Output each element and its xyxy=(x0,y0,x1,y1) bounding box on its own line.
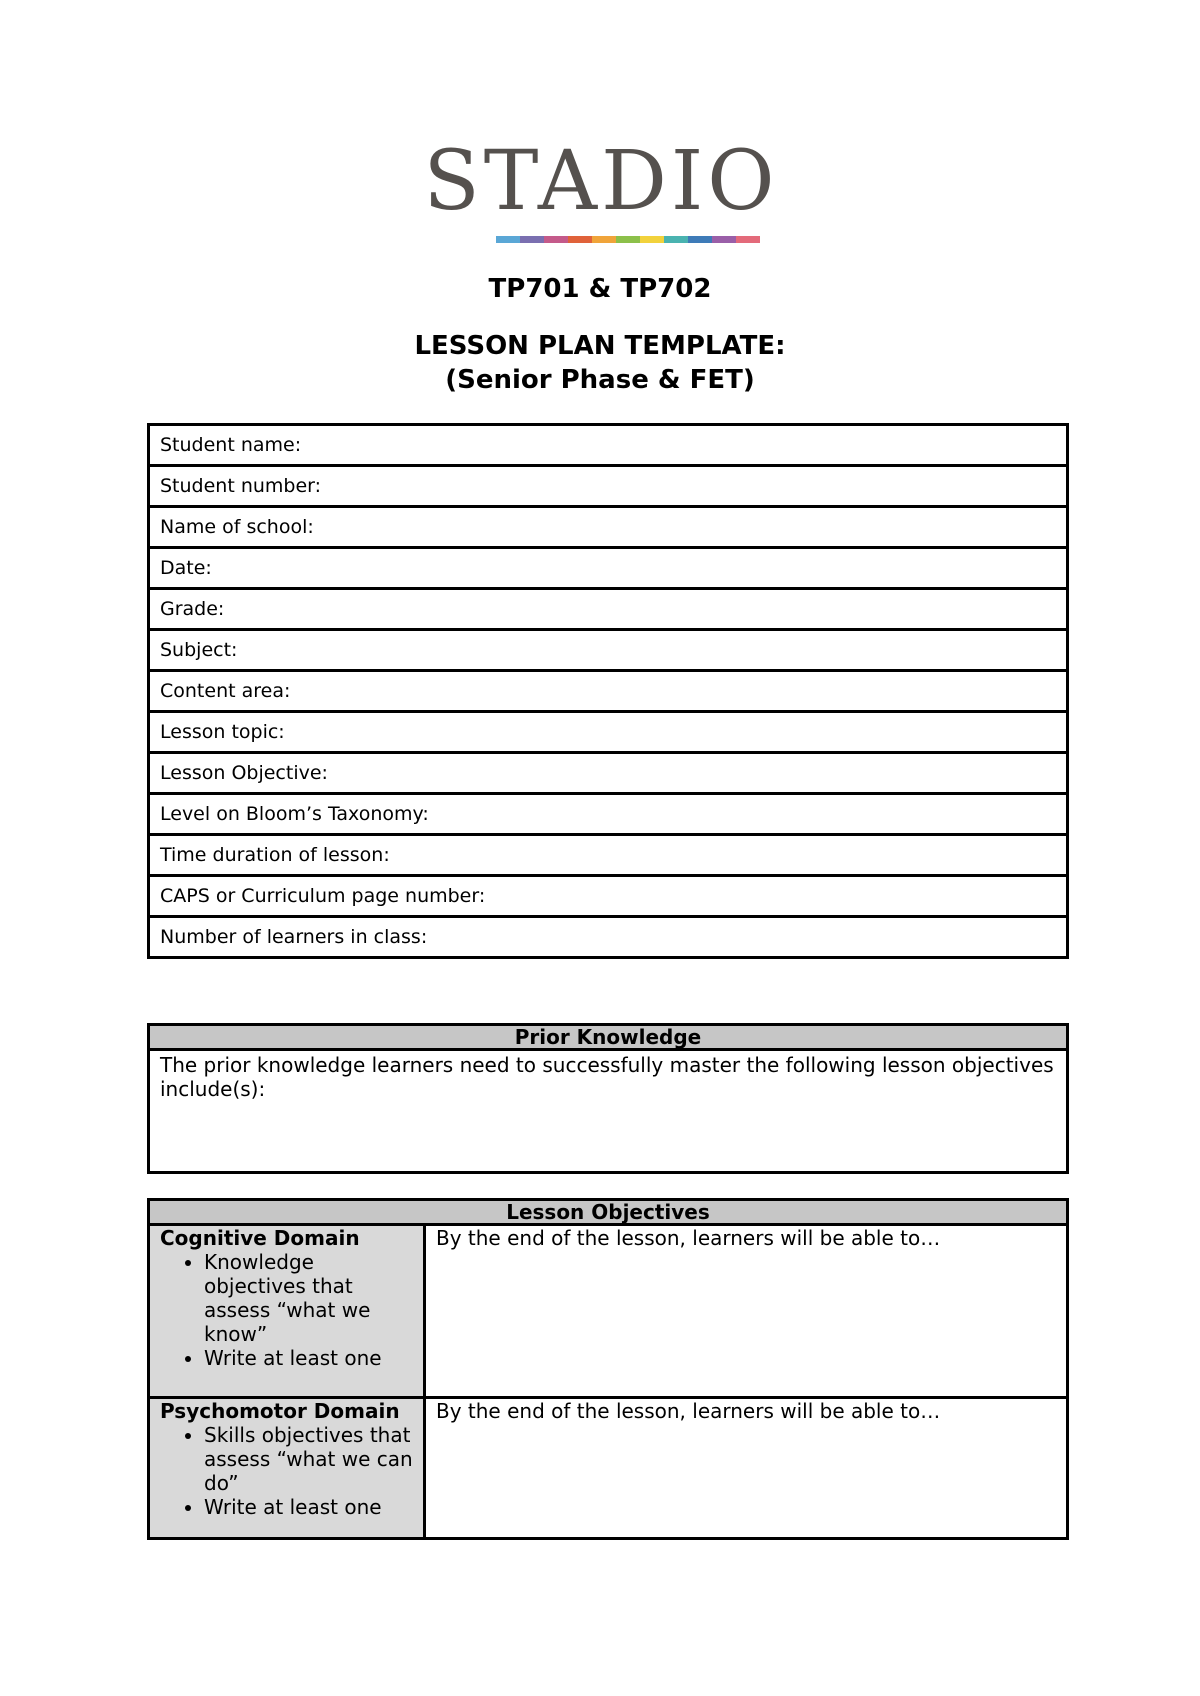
psychomotor-bullets xyxy=(160,1423,413,1519)
table-row xyxy=(149,917,1068,958)
psychomotor-domain-cell xyxy=(149,1398,425,1539)
course-codes: TP701 & TP702 xyxy=(488,274,712,304)
logo-stripe xyxy=(664,236,688,243)
table-row xyxy=(149,876,1068,917)
prior-knowledge-table xyxy=(147,1023,1069,1174)
table-row xyxy=(149,466,1068,507)
table-row xyxy=(149,589,1068,630)
prior-knowledge-heading: Prior Knowledge xyxy=(149,1025,1068,1050)
list-item: • Write at least one xyxy=(204,1346,413,1370)
logo-stripe xyxy=(520,236,544,243)
cognitive-domain-title: Cognitive Domain xyxy=(160,1226,360,1250)
logo-stripe xyxy=(592,236,616,243)
logo-stripe xyxy=(616,236,640,243)
field-lesson-topic[interactable]: Lesson topic: xyxy=(149,712,1068,753)
document-subtitle: (Senior Phase & FET) xyxy=(445,365,755,395)
table-row xyxy=(149,507,1068,548)
student-info-table xyxy=(147,423,1069,959)
logo-stripe xyxy=(496,236,520,243)
logo-stripe xyxy=(736,236,760,243)
logo-stripe xyxy=(640,236,664,243)
stadio-logo xyxy=(420,134,782,246)
logo-stripe xyxy=(568,236,592,243)
field-learner-count[interactable]: Number of learners in class: xyxy=(149,917,1068,958)
table-row xyxy=(149,712,1068,753)
field-subject[interactable]: Subject: xyxy=(149,630,1068,671)
table-row xyxy=(149,835,1068,876)
logo-stripe xyxy=(712,236,736,243)
logo-stripe xyxy=(688,236,712,243)
logo-wordmark: STADIO xyxy=(423,134,779,229)
field-student-number[interactable]: Student number: xyxy=(149,466,1068,507)
list-item: • Write at least one xyxy=(204,1495,413,1519)
table-row xyxy=(149,753,1068,794)
logo-color-stripes xyxy=(496,236,760,243)
lesson-objectives-table xyxy=(147,1198,1069,1540)
prior-knowledge-body[interactable]: The prior knowledge learners need to successfully master the following lesson objectives include(s): xyxy=(149,1050,1068,1173)
field-lesson-objective[interactable]: Lesson Objective: xyxy=(149,753,1068,794)
list-item: • Skills objectives that assess “what we can do” xyxy=(204,1423,413,1495)
field-time-duration[interactable]: Time duration of lesson: xyxy=(149,835,1068,876)
document-title: LESSON PLAN TEMPLATE: xyxy=(414,331,786,361)
table-row xyxy=(149,671,1068,712)
field-content-area[interactable]: Content area: xyxy=(149,671,1068,712)
cognitive-domain-cell xyxy=(149,1225,425,1398)
field-date[interactable]: Date: xyxy=(149,548,1068,589)
field-school-name[interactable]: Name of school: xyxy=(149,507,1068,548)
table-row xyxy=(149,630,1068,671)
cognitive-bullets xyxy=(160,1250,413,1370)
psychomotor-row xyxy=(149,1398,1068,1539)
table-row xyxy=(149,794,1068,835)
cognitive-row xyxy=(149,1225,1068,1398)
logo-stripe xyxy=(544,236,568,243)
table-row xyxy=(149,425,1068,466)
field-student-name[interactable]: Student name: xyxy=(149,425,1068,466)
lesson-objectives-heading: Lesson Objectives xyxy=(149,1200,1068,1225)
psychomotor-objective-input[interactable]: By the end of the lesson, learners will be able to… xyxy=(425,1398,1068,1539)
cognitive-objective-input[interactable]: By the end of the lesson, learners will be able to… xyxy=(425,1225,1068,1398)
field-grade[interactable]: Grade: xyxy=(149,589,1068,630)
table-row xyxy=(149,548,1068,589)
field-caps-page[interactable]: CAPS or Curriculum page number: xyxy=(149,876,1068,917)
list-item: • Knowledge objectives that assess “what we know” xyxy=(204,1250,413,1346)
psychomotor-domain-title: Psychomotor Domain xyxy=(160,1399,400,1423)
field-blooms-level[interactable]: Level on Bloom’s Taxonomy: xyxy=(149,794,1068,835)
